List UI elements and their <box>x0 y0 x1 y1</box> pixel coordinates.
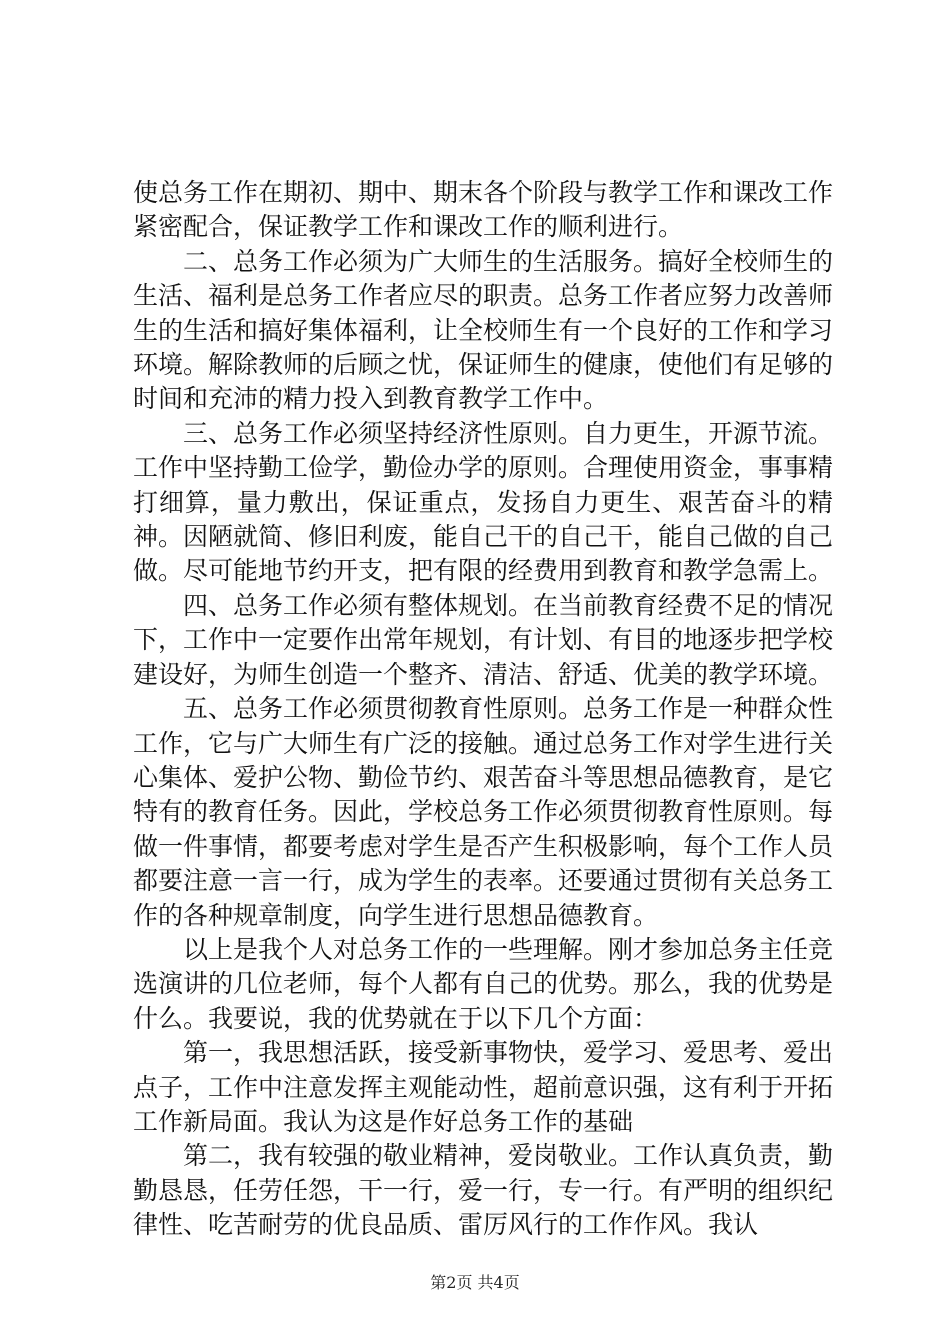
body-paragraph: 三、总务工作必须坚持经济性原则。自力更生，开源节流。工作中坚持勤工俭学，勤俭办学的原则。合理使用资金，事事精打细算，量力敷出，保证重点，发扬自力更生、艰苦奋斗的精神。因陋就简、修旧利废，能自己干的自己干，能自己做的自己做。尽可能地节约开支，把有限的经费用到教育和教学急需上。 <box>133 418 834 586</box>
body-paragraph: 四、总务工作必须有整体规划。在当前教育经费不足的情况下，工作中一定要作出常年规划，有计划、有目的地逐步把学校建设好，为师生创造一个整齐、清洁、舒适、优美的教学环境。 <box>133 590 834 689</box>
body-paragraph: 二、总务工作必须为广大师生的生活服务。搞好全校师生的生活、福利是总务工作者应尽的职责。总务工作者应努力改善师生的生活和搞好集体福利，让全校师生有一个良好的工作和学习环境。解除教师的后顾之忧，保证师生的健康，使他们有足够的时间和充沛的精力投入到教育教学工作中。 <box>133 246 834 414</box>
body-paragraph: 第二，我有较强的敬业精神，爱岗敬业。工作认真负责，勤勤恳恳，任劳任怨，干一行，爱一行，专一行。有严明的组织纪律性、吃苦耐劳的优良品质、雷厉风行的工作作风。我认 <box>133 1141 834 1240</box>
body-paragraph: 使总务工作在期初、期中、期末各个阶段与教学工作和课改工作紧密配合，保证教学工作和课改工作的顺利进行。 <box>133 178 834 242</box>
page-footer: 第2页 共4页 <box>430 1273 520 1292</box>
body-paragraph: 五、总务工作必须贯彻教育性原则。总务工作是一种群众性工作，它与广大师生有广泛的接触。通过总务工作对学生进行关心集体、爱护公物、勤俭节约、艰苦奋斗等思想品德教育，是它特有的教育任务。因此，学校总务工作必须贯彻教育性原则。每做一件事情，都要考虑对学生是否产生积极影响，每个工作人员都要注意一言一行，成为学生的表率。还要通过贯彻有关总务工作的各种规章制度，向学生进行思想品德教育。 <box>133 694 834 930</box>
body-paragraph: 以上是我个人对总务工作的一些理解。刚才参加总务主任竞选演讲的几位老师，每个人都有自己的优势。那么，我的优势是什么。我要说，我的优势就在于以下几个方面： <box>133 934 834 1033</box>
body-paragraph: 第一，我思想活跃，接受新事物快，爱学习、爱思考、爱出点子，工作中注意发挥主观能动性，超前意识强，这有利于开拓工作新局面。我认为这是作好总务工作的基础 <box>133 1038 834 1136</box>
document-body <box>133 176 833 1243</box>
